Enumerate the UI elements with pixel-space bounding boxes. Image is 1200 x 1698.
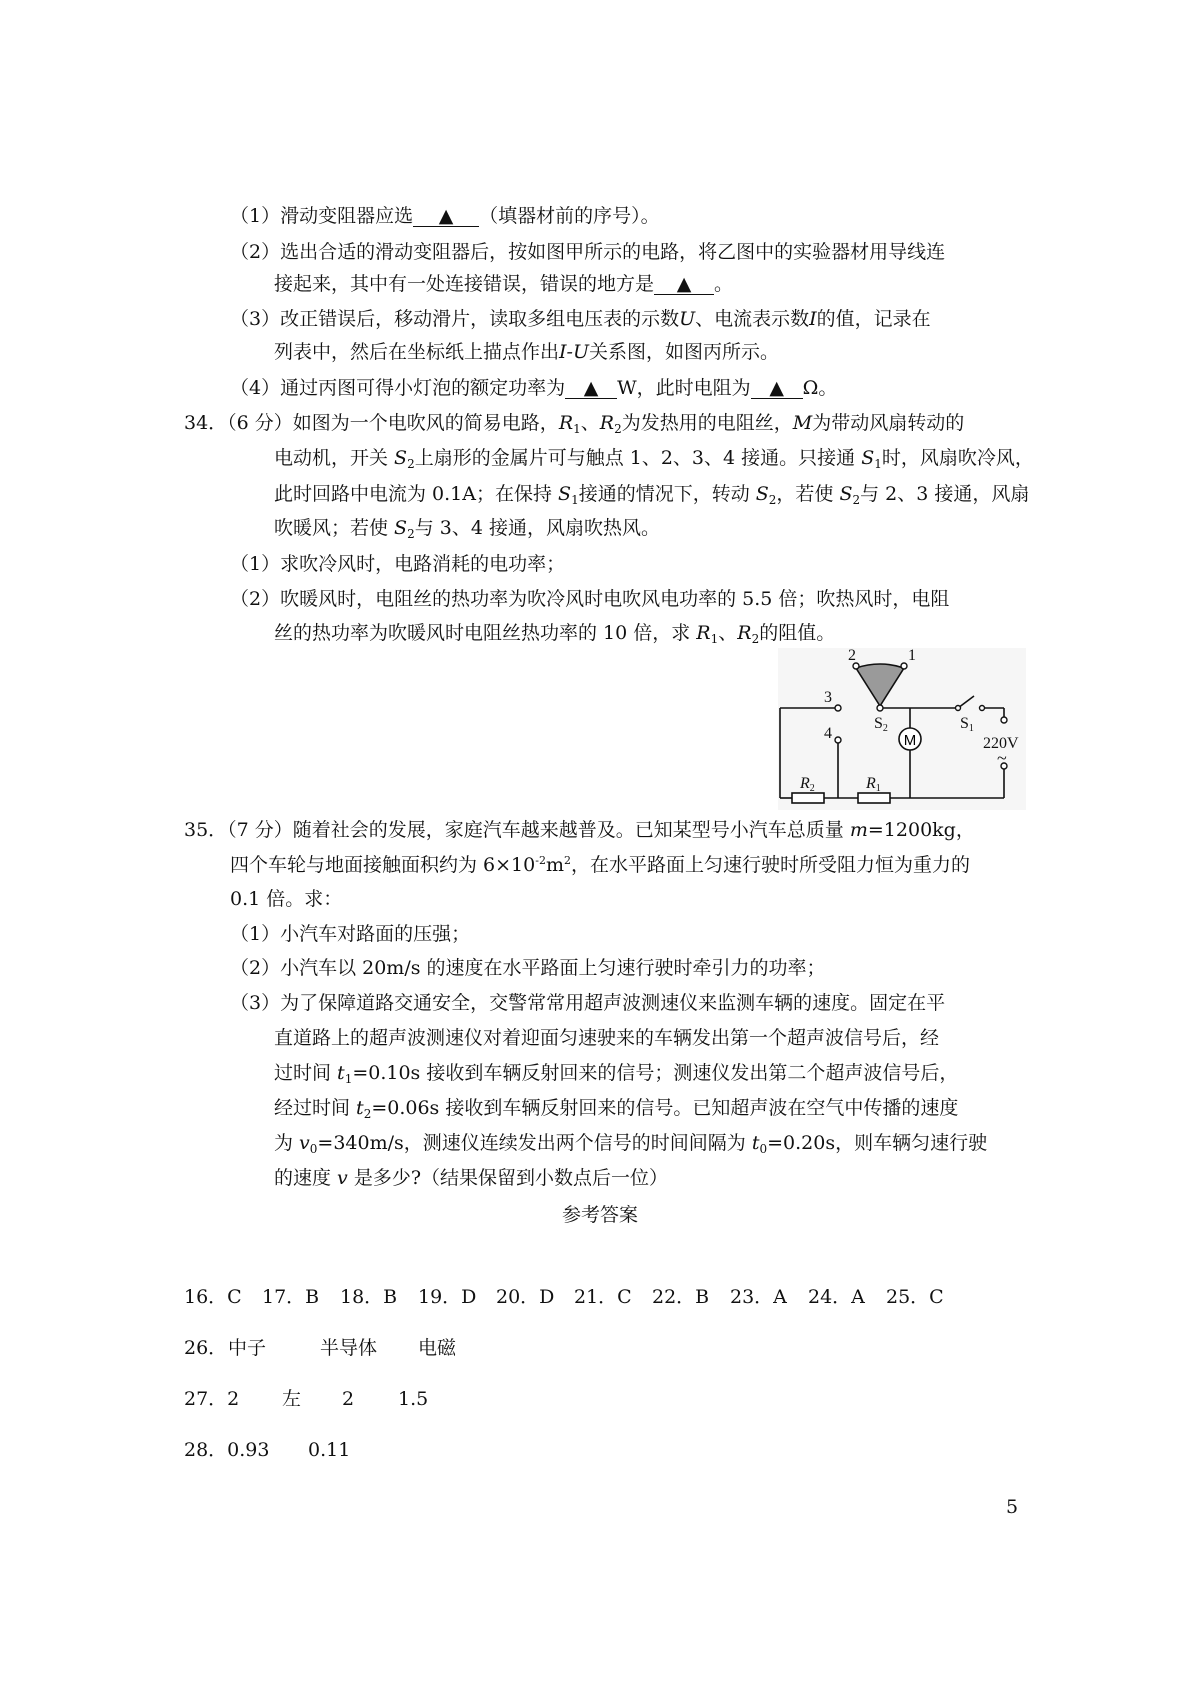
terminal-2-label: 2 [848, 648, 856, 664]
q33-sub1: （1）滑动变阻器应选 ▲ （填器材前的序号）。 [230, 205, 660, 227]
terminal-4-label: 4 [824, 725, 832, 742]
mc-answer: 24．A [808, 1286, 865, 1308]
answer-27-part: 2 [342, 1388, 355, 1410]
mc-answer: 20．D [496, 1286, 555, 1308]
answer-blank: ▲ [751, 378, 803, 399]
r1-label: R1 [866, 775, 881, 794]
q35-sub3-line2: 直道路上的超声波测速仪对着迎面匀速驶来的车辆发出第一个超声波信号后，经 [274, 1027, 940, 1049]
answer-28-part: 0.11 [308, 1439, 351, 1461]
answer-28-number: 28．0.93 [184, 1439, 270, 1461]
mc-answer: 18．B [340, 1286, 398, 1308]
answer-blank: ▲ [654, 274, 714, 295]
q35-line3: 0.1 倍。求： [230, 888, 343, 910]
answer-27-part: 1.5 [398, 1388, 429, 1410]
answer-26-part: 中子 [228, 1337, 267, 1359]
page-number: 5 [1006, 1496, 1019, 1518]
terminal-3-label: 3 [824, 689, 832, 706]
q33-sub2-line2: 接起来，其中有一处连接错误，错误的地方是 ▲ 。 [274, 273, 734, 295]
mc-answer: 22．B [652, 1286, 710, 1308]
q34-sub1: （1）求吹冷风时，电路消耗的电功率； [230, 553, 566, 575]
q33-sub2-line1: （2）选出合适的滑动变阻器后，按如图甲所示的电路，将乙图中的实验器材用导线连 [230, 241, 946, 263]
resistor-r1 [858, 793, 890, 803]
q34-sub2-line2: 丝的热功率为吹暖风时电阻丝热功率的 10 倍，求 $R_1$、$R_2$的阻值。 [274, 622, 836, 646]
q35-line2: 四个车轮与地面接触面积约为 $6\times 10^{-2}m^2$，在水平路面上匀速行驶时所受阻力恒为重力的 [230, 854, 970, 876]
q34-line3: 此时回路中电流为 0.1A；在保持 $S_1$接通的情况下，转动 $S_2$，若使 $S_2$与 2、3 接通，风扇 [274, 483, 1030, 507]
q35-sub1: （1）小汽车对路面的压强； [230, 923, 471, 945]
q35-sub3-line4: 经过时间 $t_2=0.06s$ 接收到车辆反射回来的信号。已知超声波在空气中传播的速度 [274, 1097, 959, 1121]
switch-s2-label: S2 [874, 715, 888, 734]
q35-sub3-line3: 过时间 $t_1=0.10s$ 接收到车辆反射回来的信号；测速仪发出第二个超声波信号后， [274, 1062, 959, 1086]
ac-symbol: ~ [997, 748, 1007, 768]
answer-26-part: 电磁 [418, 1337, 457, 1359]
q35-sub2: （2）小汽车以 20m/s 的速度在水平路面上匀速行驶时牵引力的功率； [230, 957, 826, 979]
voltage-label: 220V [983, 735, 1019, 752]
answer-blank: ▲ [413, 206, 479, 227]
hair-dryer-circuit-diagram [778, 648, 1026, 810]
q35-sub3-line5: 为 $v_0=340m/s$，测速仪连续发出两个信号的时间间隔为 $t_0=0.20s$，则车辆匀速行驶 [274, 1132, 988, 1156]
mc-answer: 21．C [574, 1286, 632, 1308]
answer-27-number: 27．2 [184, 1388, 240, 1410]
mc-answer: 16．C [184, 1286, 242, 1308]
answer-blank: ▲ [565, 378, 617, 399]
q34-line4: 吹暖风；若使 $S_2$与 3、4 接通，风扇吹热风。 [274, 517, 660, 541]
mc-answer: 25．C [886, 1286, 944, 1308]
resistor-r2 [792, 793, 824, 803]
switch-s1-label: S1 [960, 715, 974, 734]
q35-line1: 35．（7 分）随着社会的发展，家庭汽车越来越普及。已知某型号小汽车总质量 m=1200kg， [184, 819, 975, 841]
q34-sub2-line1: （2）吹暖风时，电阻丝的热功率为吹冷风时电吹风电功率的 5.5 倍；吹热风时，电阻 [230, 588, 950, 610]
mc-answer: 19．D [418, 1286, 477, 1308]
r2-label: R2 [800, 775, 815, 794]
terminal-1-label: 1 [908, 648, 916, 664]
mc-answer: 17．B [262, 1286, 320, 1308]
answer-26-number: 26． [184, 1337, 228, 1359]
answer-26-part: 半导体 [320, 1337, 378, 1359]
q33-sub3-line1: （3）改正错误后，移动滑片，读取多组电压表的示数U、电流表示数I的值，记录在 [230, 308, 931, 330]
q33-sub4: （4）通过丙图可得小灯泡的额定功率为 ▲ W，此时电阻为 ▲ Ω。 [230, 377, 838, 399]
answer-key-title: 参考答案 [562, 1204, 639, 1226]
motor-label: M [903, 732, 917, 749]
q33-sub3-line2: 列表中，然后在坐标纸上描点作出I-U关系图，如图丙所示。 [274, 341, 779, 363]
q35-sub3-line1: （3）为了保障道路交通安全，交警常常用超声波测速仪来监测车辆的速度。固定在平 [230, 992, 946, 1014]
q34-line2: 电动机，开关 $S_2$上扇形的金属片可与触点 1、2、3、4 接通。只接通 $S_1$时，风扇吹冷风， [274, 447, 1034, 471]
answer-27-part: 左 [282, 1388, 302, 1410]
mc-answer: 23．A [730, 1286, 787, 1308]
q35-sub3-line6: 的速度 v 是多少?（结果保留到小数点后一位） [274, 1167, 669, 1189]
q34-line1: 34．（6 分）如图为一个电吹风的简易电路，$R_1$、$R_2$为发热用的电阻丝，M为带动风扇转动的 [184, 412, 965, 436]
